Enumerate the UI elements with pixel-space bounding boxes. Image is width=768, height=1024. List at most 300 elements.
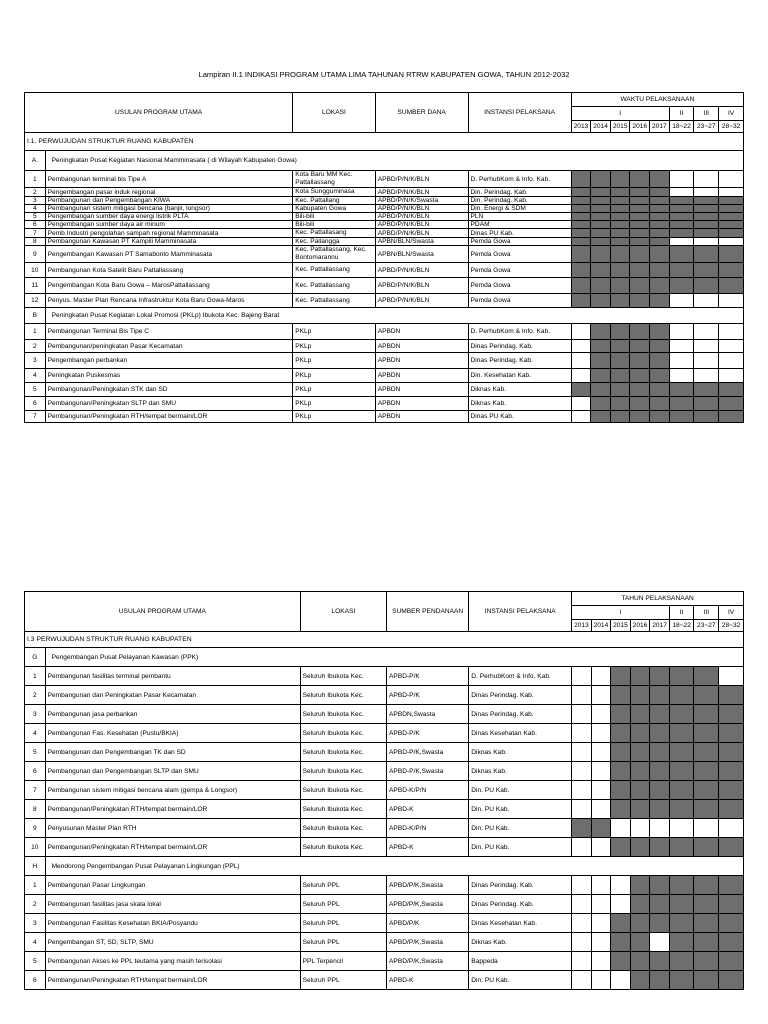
- sumber-cell: APBD/P/N/K/BLN: [375, 205, 468, 213]
- timeline-cell-empty: [611, 895, 631, 914]
- lokasi-cell: Seluruh Ibukota Kec.: [300, 819, 386, 838]
- header-period: II: [669, 606, 694, 620]
- timeline-cell-empty: [591, 876, 611, 895]
- timeline-cell-empty: [572, 914, 592, 933]
- header-lokasi: LOKASI: [293, 93, 376, 133]
- timeline-cell-active: [650, 213, 670, 221]
- table-row: [25, 324, 744, 340]
- group-title: Pengembangan Pusat Pelayanan Kawasan (PPK): [45, 648, 743, 667]
- timeline-cell-active: [611, 933, 631, 952]
- lokasi-cell: PKLp: [293, 324, 376, 340]
- timeline-cell-active: [611, 838, 631, 857]
- timeline-cell-active: [719, 971, 744, 990]
- timeline-cell-empty: [571, 397, 591, 411]
- timeline-cell-active: [650, 411, 670, 423]
- timeline-cell-active: [719, 246, 744, 263]
- timeline-cell-active: [669, 686, 694, 705]
- program-name: Pembangunan/Peningkatan RTH/tempat bermain/LOR: [45, 838, 300, 857]
- instansi-cell: Dinas Perindag. Kab.: [468, 353, 571, 369]
- timeline-cell-active: [694, 914, 719, 933]
- row-number: 3: [25, 353, 46, 369]
- header-year: 18~22: [669, 121, 694, 133]
- table-row: [25, 667, 744, 686]
- header-year: 2015: [611, 620, 631, 632]
- instansi-cell: PLN: [468, 213, 571, 221]
- timeline-cell-active: [610, 205, 630, 213]
- timeline-cell-active: [610, 263, 630, 278]
- timeline-cell-active: [591, 221, 611, 229]
- timeline-cell-empty: [591, 933, 611, 952]
- timeline-cell-active: [610, 171, 630, 188]
- timeline-cell-empty: [719, 340, 744, 353]
- timeline-cell-active: [694, 229, 719, 238]
- header-year: 2017: [650, 121, 670, 133]
- timeline-cell-active: [630, 171, 650, 188]
- timeline-cell-active: [611, 800, 631, 819]
- row-number: 5: [25, 213, 46, 221]
- sumber-cell: APBDN: [375, 369, 468, 383]
- timeline-cell-active: [571, 171, 591, 188]
- program-name: Pembangunan dan Pengembangan KIWA: [45, 197, 293, 205]
- timeline-cell-active: [630, 369, 650, 383]
- header-year: 18~22: [669, 620, 694, 632]
- sumber-cell: APBDN,Swasta: [387, 705, 469, 724]
- row-number: 2: [25, 340, 46, 353]
- table-row: [25, 819, 744, 838]
- row-number: 3: [25, 914, 46, 933]
- timeline-cell-active: [669, 933, 694, 952]
- timeline-cell-active: [719, 876, 744, 895]
- timeline-cell-active: [694, 876, 719, 895]
- lokasi-cell: Bili-bili: [293, 221, 376, 229]
- timeline-cell-active: [669, 705, 694, 724]
- timeline-cell-empty: [591, 781, 611, 800]
- timeline-cell-active: [719, 800, 744, 819]
- instansi-cell: Dinas Perindag. Kab.: [468, 340, 571, 353]
- timeline-cell-active: [694, 800, 719, 819]
- instansi-cell: Dinas PU Kab.: [468, 229, 571, 238]
- table-row: [25, 838, 744, 857]
- table-row: [25, 895, 744, 914]
- program-table-2: [24, 591, 744, 990]
- timeline-cell-active: [669, 743, 694, 762]
- timeline-cell-active: [571, 278, 591, 294]
- timeline-cell-active: [630, 294, 650, 308]
- timeline-cell-active: [694, 762, 719, 781]
- timeline-cell-active: [669, 800, 694, 819]
- timeline-cell-empty: [571, 369, 591, 383]
- program-name: Pemb.Industri pengolahan sampah regional Mamminasata: [45, 229, 293, 238]
- timeline-cell-active: [650, 246, 670, 263]
- header-year: 23~27: [694, 121, 719, 133]
- timeline-cell-empty: [571, 353, 591, 369]
- program-name: Pembangunan terminal bis Tipe A: [45, 171, 293, 188]
- program-name: Pembangunan/Peningkatan RTH/tempat bermain/LOR: [45, 971, 300, 990]
- table-row: [25, 213, 744, 221]
- header-instansi: INSTANSI PELAKSANA: [468, 93, 571, 133]
- sumber-cell: APBD-P/K: [387, 724, 469, 743]
- lokasi-cell: Kec. Pattallassang, Kec. Bontomarannu: [293, 246, 376, 263]
- program-name: Pengembangan sumber daya energi listrik PLTA: [45, 213, 293, 221]
- row-number: 1: [25, 876, 46, 895]
- timeline-cell-empty: [572, 838, 592, 857]
- timeline-cell-active: [650, 238, 670, 246]
- instansi-cell: Din. PU Kab.: [469, 781, 572, 800]
- row-number: 7: [25, 411, 46, 423]
- timeline-cell-active: [669, 724, 694, 743]
- header-sumber: SUMBER DANA: [375, 93, 468, 133]
- header-period: IV: [719, 606, 744, 620]
- timeline-cell-active: [610, 411, 630, 423]
- sumber-cell: APBD-P/K,Swasta: [387, 762, 469, 781]
- lokasi-cell: Seluruh Ibukota Kec.: [300, 743, 386, 762]
- timeline-cell-active: [719, 781, 744, 800]
- timeline-cell-active: [591, 397, 611, 411]
- sumber-cell: APBDN: [375, 340, 468, 353]
- group-code: A.: [25, 151, 46, 171]
- timeline-cell-active: [630, 324, 650, 340]
- timeline-cell-empty: [611, 876, 631, 895]
- timeline-cell-active: [591, 383, 611, 397]
- timeline-cell-active: [694, 246, 719, 263]
- header-year: 2016: [630, 121, 650, 133]
- program-name: Pembangunan dan Peningkatan Pasar Kecamatan: [45, 686, 300, 705]
- lokasi-cell: Kec. Pattallang: [293, 197, 376, 205]
- timeline-cell-active: [650, 914, 670, 933]
- header-period: III: [694, 107, 719, 121]
- timeline-cell-active: [571, 197, 591, 205]
- sumber-cell: APBD/P/N/K/BLN: [375, 294, 468, 308]
- instansi-cell: Bappeda: [469, 952, 572, 971]
- timeline-cell-active: [591, 171, 611, 188]
- timeline-cell-active: [591, 213, 611, 221]
- timeline-cell-active: [694, 397, 719, 411]
- timeline-cell-active: [591, 197, 611, 205]
- timeline-cell-active: [571, 229, 591, 238]
- timeline-cell-empty: [591, 686, 611, 705]
- sumber-cell: APBD-P/K,Swasta: [387, 743, 469, 762]
- timeline-cell-active: [571, 246, 591, 263]
- table-row: [25, 197, 744, 205]
- sumber-cell: APBD/P/N/K/BLN: [375, 188, 468, 197]
- table-row: [25, 188, 744, 197]
- timeline-cell-active: [630, 705, 650, 724]
- timeline-cell-empty: [694, 238, 719, 246]
- lokasi-cell: Seluruh PPL: [300, 971, 386, 990]
- header-year: 2014: [591, 121, 611, 133]
- timeline-cell-active: [630, 743, 650, 762]
- sumber-cell: APBD/P/N/K/Swasta: [375, 197, 468, 205]
- table-row: [25, 229, 744, 238]
- timeline-cell-empty: [572, 895, 592, 914]
- timeline-cell-active: [630, 263, 650, 278]
- row-number: 6: [25, 221, 46, 229]
- timeline-cell-active: [630, 411, 650, 423]
- row-number: 7: [25, 781, 46, 800]
- instansi-cell: Din. Energi & SDM: [468, 205, 571, 213]
- timeline-cell-active: [611, 724, 631, 743]
- sumber-cell: APBD/P/N/K/BLN: [375, 221, 468, 229]
- group-title: Mendorong Pengembangan Pusat Pelayanan Lingkungan (PPL): [45, 857, 743, 876]
- lokasi-cell: Seluruh Ibukota Kec.: [300, 800, 386, 819]
- program-table-1: [24, 92, 744, 423]
- instansi-cell: Pemda Gowa: [468, 246, 571, 263]
- group-code: G: [25, 648, 46, 667]
- instansi-cell: Dinas PU Kab.: [468, 411, 571, 423]
- timeline-cell-active: [650, 686, 670, 705]
- lokasi-cell: Kabupaten Gowa: [293, 205, 376, 213]
- timeline-cell-active: [572, 819, 592, 838]
- header-waktu: WAKTU PELAKSANAAN: [571, 93, 743, 107]
- row-number: 5: [25, 952, 46, 971]
- sumber-cell: APBD/P/N/K/BLN: [375, 213, 468, 221]
- instansi-cell: Din. Kesehatan Kab.: [468, 369, 571, 383]
- timeline-cell-empty: [572, 952, 592, 971]
- timeline-cell-empty: [694, 171, 719, 188]
- timeline-cell-empty: [591, 705, 611, 724]
- timeline-cell-active: [669, 667, 694, 686]
- timeline-cell-active: [650, 781, 670, 800]
- row-number: 1: [25, 171, 46, 188]
- sumber-cell: APBD/P/N/K/BLN: [375, 278, 468, 294]
- timeline-cell-active: [650, 221, 670, 229]
- timeline-cell-active: [630, 876, 650, 895]
- timeline-cell-active: [611, 686, 631, 705]
- row-number: 1: [25, 667, 46, 686]
- timeline-cell-active: [719, 914, 744, 933]
- timeline-cell-active: [610, 278, 630, 294]
- timeline-cell-active: [650, 229, 670, 238]
- timeline-cell-active: [694, 838, 719, 857]
- timeline-cell-empty: [669, 369, 694, 383]
- timeline-cell-empty: [591, 895, 611, 914]
- timeline-cell-active: [650, 743, 670, 762]
- sumber-cell: APBD/P/N/K/BLN: [375, 263, 468, 278]
- lokasi-cell: PKLp: [293, 397, 376, 411]
- instansi-cell: Din. Perindag. Kab.: [468, 188, 571, 197]
- timeline-cell-active: [571, 188, 591, 197]
- instansi-cell: Din. PU Kab.: [469, 971, 572, 990]
- timeline-cell-active: [630, 197, 650, 205]
- timeline-cell-active: [694, 667, 719, 686]
- timeline-cell-active: [630, 340, 650, 353]
- table-row: [25, 205, 744, 213]
- timeline-cell-active: [591, 238, 611, 246]
- timeline-cell-active: [571, 238, 591, 246]
- timeline-cell-active: [669, 971, 694, 990]
- timeline-cell-active: [694, 383, 719, 397]
- instansi-cell: Dinas Perindag. Kab.: [469, 705, 572, 724]
- timeline-cell-empty: [571, 324, 591, 340]
- timeline-cell-active: [669, 263, 694, 278]
- timeline-cell-empty: [591, 971, 611, 990]
- timeline-cell-active: [571, 294, 591, 308]
- timeline-cell-active: [630, 205, 650, 213]
- timeline-cell-active: [611, 667, 631, 686]
- timeline-cell-active: [610, 229, 630, 238]
- timeline-cell-active: [719, 411, 744, 423]
- timeline-cell-empty: [611, 819, 631, 838]
- timeline-cell-active: [669, 221, 694, 229]
- program-name: Pembangunan Akses ke PPL teutama yang masih terisolasi: [45, 952, 300, 971]
- timeline-cell-active: [610, 340, 630, 353]
- lokasi-cell: Seluruh Ibukota Kec.: [300, 838, 386, 857]
- lokasi-cell: Seluruh Ibukota Kec.: [300, 724, 386, 743]
- timeline-cell-empty: [572, 743, 592, 762]
- header-period: II: [669, 107, 694, 121]
- program-name: Pengembangan Kawasan PT Samabonto Mamminasata: [45, 246, 293, 263]
- timeline-cell-active: [610, 246, 630, 263]
- row-number: 4: [25, 724, 46, 743]
- instansi-cell: Din. PU Kab.: [469, 838, 572, 857]
- row-number: 5: [25, 743, 46, 762]
- header-period: I: [572, 606, 670, 620]
- timeline-cell-active: [719, 705, 744, 724]
- timeline-cell-active: [610, 238, 630, 246]
- lokasi-cell: Seluruh PPL: [300, 895, 386, 914]
- header-year: 2013: [571, 121, 591, 133]
- sumber-cell: APBD/P/K,Swasta: [387, 952, 469, 971]
- timeline-cell-active: [630, 933, 650, 952]
- timeline-cell-active: [630, 278, 650, 294]
- timeline-cell-active: [630, 952, 650, 971]
- document-title: Lampiran II.1 INDIKASI PROGRAM UTAMA LIMA TAHUNAN RTRW KABUPATEN GOWA, TAHUN 2012-2032: [198, 70, 570, 79]
- instansi-cell: Diknas Kab.: [469, 743, 572, 762]
- program-name: Pembangunan Kota Satelit Baru Pattallassang: [45, 263, 293, 278]
- timeline-cell-active: [610, 294, 630, 308]
- group-code: B: [25, 308, 46, 324]
- header-usulan: USULAN PROGRAM UTAMA: [25, 592, 301, 632]
- timeline-cell-empty: [669, 188, 694, 197]
- timeline-cell-active: [669, 278, 694, 294]
- table-row: [25, 933, 744, 952]
- row-number: 6: [25, 971, 46, 990]
- timeline-cell-active: [630, 914, 650, 933]
- instansi-cell: Pemda Gowa: [468, 238, 571, 246]
- timeline-cell-empty: [719, 324, 744, 340]
- timeline-cell-active: [630, 895, 650, 914]
- timeline-cell-active: [630, 838, 650, 857]
- timeline-cell-active: [694, 221, 719, 229]
- table-row: [25, 383, 744, 397]
- table-row: [25, 952, 744, 971]
- timeline-cell-active: [610, 221, 630, 229]
- timeline-cell-empty: [719, 353, 744, 369]
- instansi-cell: D. PerhubKom & Info. Kab.: [469, 667, 572, 686]
- timeline-cell-active: [694, 278, 719, 294]
- timeline-cell-active: [669, 838, 694, 857]
- lokasi-cell: PKLp: [293, 383, 376, 397]
- timeline-cell-active: [630, 383, 650, 397]
- timeline-cell-active: [719, 221, 744, 229]
- header-period: I: [571, 107, 669, 121]
- group-title: Peningkatan Pusat Kegiatan Nasional Mamminasata ( di Wilayah Kabupaten Gowa): [45, 151, 743, 171]
- instansi-cell: Diknas Kab.: [468, 397, 571, 411]
- program-name: Pembangunan sistem mitigasi bencana alam (gempa & Longsor): [45, 781, 300, 800]
- instansi-cell: Dinas Kesehatan Kab.: [469, 914, 572, 933]
- timeline-cell-active: [669, 895, 694, 914]
- timeline-cell-active: [611, 914, 631, 933]
- timeline-cell-active: [650, 952, 670, 971]
- header-year: 28~32: [719, 121, 744, 133]
- table-row: [25, 221, 744, 229]
- timeline-cell-active: [591, 278, 611, 294]
- instansi-cell: D. PerhubKom & Info. Kab.: [468, 171, 571, 188]
- instansi-cell: Dinas Perindag. Kab.: [469, 876, 572, 895]
- timeline-cell-empty: [591, 952, 611, 971]
- program-name: Penyus. Master Plan Rencana Infrastruktur Kota Baru Gowa-Maros: [45, 294, 293, 308]
- timeline-cell-empty: [719, 294, 744, 308]
- program-name: Pembangunan Fasilitas Kesehatan BKIA/Posyandu: [45, 914, 300, 933]
- timeline-cell-active: [719, 895, 744, 914]
- instansi-cell: PDAM: [468, 221, 571, 229]
- lokasi-cell: PPL Terpencil: [300, 952, 386, 971]
- timeline-cell-active: [591, 188, 611, 197]
- header-sumber: SUMBER PENDANAAN: [387, 592, 469, 632]
- timeline-cell-empty: [650, 819, 670, 838]
- timeline-cell-empty: [694, 188, 719, 197]
- group-row: [25, 151, 744, 171]
- timeline-cell-active: [694, 213, 719, 221]
- timeline-cell-active: [669, 876, 694, 895]
- table-row: [25, 971, 744, 990]
- timeline-cell-active: [669, 383, 694, 397]
- instansi-cell: Din. PU Kab.: [469, 819, 572, 838]
- timeline-cell-active: [610, 213, 630, 221]
- lokasi-cell: Kec. Pattallasang: [293, 229, 376, 238]
- program-name: Pembangunan jasa perbankan: [45, 705, 300, 724]
- table-row: [25, 762, 744, 781]
- timeline-cell-empty: [572, 800, 592, 819]
- timeline-cell-active: [630, 667, 650, 686]
- table-row: [25, 278, 744, 294]
- timeline-cell-empty: [591, 724, 611, 743]
- row-number: 1: [25, 324, 46, 340]
- lokasi-cell: Kec. Pattallassang: [293, 294, 376, 308]
- timeline-cell-active: [650, 369, 670, 383]
- timeline-cell-empty: [669, 294, 694, 308]
- timeline-cell-active: [669, 229, 694, 238]
- sumber-cell: APBN/BLN/Swasta: [375, 238, 468, 246]
- sumber-cell: APBD/P/K,Swasta: [387, 895, 469, 914]
- sumber-cell: APBD/P/K,Swasta: [387, 876, 469, 895]
- timeline-cell-empty: [694, 353, 719, 369]
- table-row: [25, 743, 744, 762]
- timeline-cell-empty: [719, 188, 744, 197]
- timeline-cell-active: [650, 294, 670, 308]
- table-row: [25, 411, 744, 423]
- timeline-cell-empty: [719, 238, 744, 246]
- instansi-cell: Din. PU Kab.: [469, 800, 572, 819]
- timeline-cell-empty: [669, 171, 694, 188]
- timeline-cell-active: [719, 724, 744, 743]
- timeline-cell-active: [669, 411, 694, 423]
- timeline-cell-active: [650, 263, 670, 278]
- timeline-cell-active: [719, 397, 744, 411]
- row-number: 8: [25, 800, 46, 819]
- lokasi-cell: PKLp: [293, 411, 376, 423]
- timeline-cell-active: [591, 353, 611, 369]
- group-title: Peningkatan Pusat Kegiatan Lokal Promosi (PKLp) Ibukota Kec. Bajeng Barat: [45, 308, 743, 324]
- row-number: 9: [25, 819, 46, 838]
- table-row: [25, 781, 744, 800]
- timeline-cell-active: [571, 263, 591, 278]
- timeline-cell-active: [630, 686, 650, 705]
- sumber-cell: APBDN: [375, 324, 468, 340]
- sumber-cell: APBD/P/N/K/BLN: [375, 171, 468, 188]
- sumber-cell: APBDN: [375, 411, 468, 423]
- table-row: [25, 705, 744, 724]
